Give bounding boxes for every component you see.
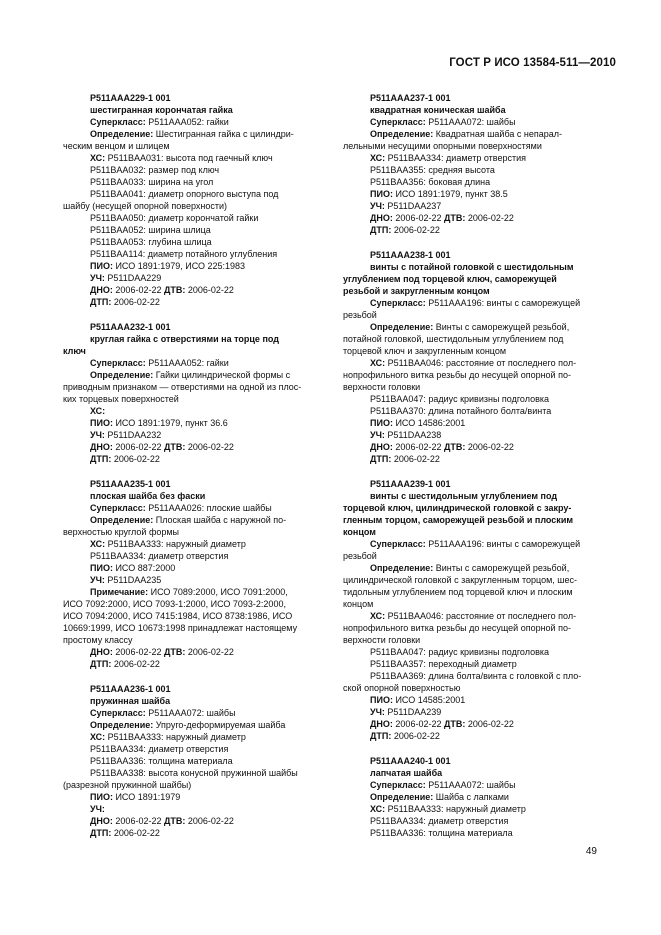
property-line: P511BAA334: диаметр отверстия <box>370 816 509 826</box>
note-cont: ИСО 7092:2000, ИСО 7093-1:2000, ИСО 7093-2:2000, <box>63 599 286 609</box>
dtp-line: ДТП: 2006-02-22 <box>370 731 440 741</box>
definition-line: Определение: Упруго-деформируемая шайба <box>90 720 286 730</box>
superclass-line: Суперкласс: P511AAA052: гайки <box>90 117 229 127</box>
property-cont: нопрофильного витка резьбы до несущей опорной по- <box>343 623 571 633</box>
superclass-line: Суперкласс: P511AAA196: винты с саморежущей <box>370 539 581 549</box>
entry-name-cont: углублением под торцевой ключ, саморежущей <box>343 274 557 284</box>
dtp-line: ДТП: 2006-02-22 <box>370 225 440 235</box>
entry-p511aaa229 <box>63 92 308 308</box>
definition-cont: цилиндрической головкой с закругленным торцом, шес- <box>343 575 577 585</box>
property-line: P511BAA052: ширина шлица <box>90 225 211 235</box>
uch-line: УЧ: P511DAA237 <box>370 201 442 211</box>
property-cont: верхности головки <box>343 382 421 392</box>
dtp-line: ДТП: 2006-02-22 <box>90 659 160 669</box>
property-line: ХС: P511BAA046: расстояние от последнего пол- <box>370 611 577 621</box>
pio-line: ПИО: ИСО 14586:2001 <box>370 418 466 428</box>
superclass-line: Суперкласс: P511AAA026: плоские шайбы <box>90 503 272 513</box>
uch-line: УЧ: P511DAA232 <box>90 430 162 440</box>
entry-code: P511AAA235-1 001 <box>90 479 171 489</box>
definition-cont: лельными несущими опорными поверхностями <box>343 141 542 151</box>
property-line: ХС: P511BAA333: наружный диаметр <box>370 804 526 814</box>
page-number: 49 <box>585 846 597 857</box>
definition-cont: приводным признаком — отверстиями на одной из плос- <box>63 382 302 392</box>
property-label: ХС: <box>90 406 106 416</box>
entry-name-cont: резьбой и закругленным концом <box>343 286 490 296</box>
pio-line: ПИО: ИСО 887:2000 <box>90 563 176 573</box>
superclass-line: Суперкласс: P511AAA072: шайбы <box>370 117 516 127</box>
definition-line: Определение: Винты с саморежущей резьбой, <box>370 563 570 573</box>
note-cont: 10669:1999, ИСО 10673:1998 принадлежат настоящему <box>63 623 298 633</box>
uch-line: УЧ: P511DAA238 <box>370 430 442 440</box>
property-line: ХС: P511BAA334: диаметр отверстия <box>370 153 526 163</box>
definition-line: Определение: Шайба с лапками <box>370 792 509 802</box>
entry-code: P511AAA239-1 001 <box>370 479 451 489</box>
definition-line: Определение: Шестигранная гайка с цилиндри- <box>90 129 294 139</box>
property-line: P511BAA053: глубина шлица <box>90 237 212 247</box>
entry-name: винты с шестидольным углублением под <box>370 491 558 501</box>
definition-cont: концом <box>343 599 374 609</box>
entry-code: P511AAA240-1 001 <box>370 756 451 766</box>
dates-line: ДНО: 2006-02-22 ДТВ: 2006-02-22 <box>370 719 514 729</box>
dtp-line: ДТП: 2006-02-22 <box>90 828 160 838</box>
entry-name: лапчатая шайба <box>370 768 443 778</box>
property-line: P511BAA050: диаметр корончатой гайки <box>90 213 259 223</box>
property-line: P511BAA047: радиус кривизны подголовка <box>370 394 550 404</box>
dtp-line: ДТП: 2006-02-22 <box>370 454 440 464</box>
entry-code: P511AAA229-1 001 <box>90 93 171 103</box>
entry-name: шестигранная корончатая гайка <box>90 105 233 115</box>
property-line: P511BAA355: средняя высота <box>370 165 495 175</box>
entry-p511aaa238 <box>343 249 588 465</box>
note-cont: ИСО 7094:2000, ИСО 7415:1984, ИСО 8738:1986, ИСО <box>63 611 293 621</box>
dtp-line: ДТП: 2006-02-22 <box>90 297 160 307</box>
entry-p511aaa235 <box>63 478 308 670</box>
property-line: P511BAA369: длина болта/винта с головкой с пло- <box>370 671 582 681</box>
pio-line: ПИО: ИСО 1891:1979, пункт 36.6 <box>90 418 228 428</box>
note-cont: простому классу <box>63 635 133 645</box>
superclass-line: Суперкласс: P511AAA072: шайбы <box>90 708 236 718</box>
property-line: P511BAA357: переходный диаметр <box>370 659 517 669</box>
superclass-line: Суперкласс: P511AAA052: гайки <box>90 358 229 368</box>
property-line: P511BAA370: длина потайного болта/винта <box>370 406 552 416</box>
superclass-cont: резьбой <box>343 551 377 561</box>
uch-line: УЧ: <box>90 804 105 814</box>
definition-cont: верхностью круглой формы <box>63 527 180 537</box>
dates-line: ДНО: 2006-02-22 ДТВ: 2006-02-22 <box>370 442 514 452</box>
definition-cont: ких торцевых поверхностей <box>63 394 179 404</box>
entry-name: плоская шайба без фаски <box>90 491 206 501</box>
entry-code: P511AAA236-1 001 <box>90 684 171 694</box>
right-column <box>343 92 588 852</box>
property-line: P511BAA336: толщина материала <box>370 828 513 838</box>
property-line: P511BAA114: диаметр потайного углубления <box>90 249 278 259</box>
property-cont: нопрофильного витка резьбы до несущей опорной по- <box>343 370 571 380</box>
definition-line: Определение: Плоская шайба с наружной по- <box>90 515 287 525</box>
entry-name: квадратная коническая шайба <box>370 105 506 115</box>
entry-code: P511AAA232-1 001 <box>90 322 171 332</box>
entry-p511aaa232 <box>63 321 308 465</box>
entry-name-cont: концом <box>343 527 376 537</box>
definition-cont: торцевой ключ и закругленным концом <box>343 346 507 356</box>
left-column <box>63 92 308 852</box>
property-line: ХС: P511BAA046: расстояние от последнего пол- <box>370 358 577 368</box>
definition-cont: ческим венцом и шлицем <box>63 141 170 151</box>
superclass-line: Суперкласс: P511AAA196: винты с саморежущей <box>370 298 581 308</box>
entry-p511aaa240 <box>343 755 588 839</box>
property-cont: ской опорной поверхностью <box>343 683 461 693</box>
document-code-header: ГОСТ Р ИСО 13584-511—2010 <box>449 57 616 69</box>
entry-code: P511AAA238-1 001 <box>370 250 451 260</box>
definition-line: Определение: Винты с саморежущей резьбой, <box>370 322 570 332</box>
uch-line: УЧ: P511DAA229 <box>90 273 162 283</box>
property-line: P511BAA356: боковая длина <box>370 177 491 187</box>
uch-line: УЧ: P511DAA235 <box>90 575 162 585</box>
definition-line: Определение: Квадратная шайба с непарал- <box>370 129 563 139</box>
dates-line: ДНО: 2006-02-22 ДТВ: 2006-02-22 <box>90 647 234 657</box>
entry-p511aaa237 <box>343 92 588 236</box>
dates-line: ДНО: 2006-02-22 ДТВ: 2006-02-22 <box>90 285 234 295</box>
property-cont: верхности головки <box>343 635 421 645</box>
dates-line: ДНО: 2006-02-22 ДТВ: 2006-02-22 <box>90 816 234 826</box>
entry-name: круглая гайка с отверстиями на торце под <box>90 334 279 344</box>
property-line: ХС: P511BAA333: наружный диаметр <box>90 539 246 549</box>
entry-name-cont: ключ <box>63 346 86 356</box>
superclass-cont: резьбой <box>343 310 377 320</box>
note-line: Примечание: ИСО 7089:2000, ИСО 7091:2000, <box>90 587 288 597</box>
definition-line: Определение: Гайки цилиндрической формы с <box>90 370 291 380</box>
pio-line: ПИО: ИСО 1891:1979, пункт 38.5 <box>370 189 508 199</box>
property-line: P511BAA041: диаметр опорного выступа под <box>90 189 279 199</box>
dates-line: ДНО: 2006-02-22 ДТВ: 2006-02-22 <box>370 213 514 223</box>
uch-line: УЧ: P511DAA239 <box>370 707 442 717</box>
dtp-line: ДТП: 2006-02-22 <box>90 454 160 464</box>
property-cont: шайбу (несущей опорной поверхности) <box>63 201 228 211</box>
property-line: P511BAA334: диаметр отверстия <box>90 551 229 561</box>
entry-name: пружинная шайба <box>90 696 171 706</box>
entry-p511aaa239 <box>343 478 588 742</box>
entry-code: P511AAA237-1 001 <box>370 93 451 103</box>
pio-line: ПИО: ИСО 14585:2001 <box>370 695 466 705</box>
entry-name-cont: торцевой ключ, цилиндрической головкой с закру- <box>343 503 572 513</box>
property-line: P511BAA033: ширина на угол <box>90 177 214 187</box>
property-line: P511BAA047: радиус кривизны подголовка <box>370 647 550 657</box>
property-line: P511BAA032: размер под ключ <box>90 165 220 175</box>
property-cont: (разрезной пружинной шайбы) <box>63 780 192 790</box>
entry-p511aaa236 <box>63 683 308 839</box>
superclass-line: Суперкласс: P511AAA072: шайбы <box>370 780 516 790</box>
property-line: ХС: P511BAA333: наружный диаметр <box>90 732 246 742</box>
dates-line: ДНО: 2006-02-22 ДТВ: 2006-02-22 <box>90 442 234 452</box>
property-line: P511BAA338: высота конусной пружинной шайбы <box>90 768 298 778</box>
property-line: P511BAA336: толщина материала <box>90 756 233 766</box>
definition-cont: тидольным углублением под торцевой ключ и плоским <box>343 587 573 597</box>
entry-name: винты с потайной головкой с шестидольным <box>370 262 574 272</box>
entry-name-cont: гленным торцом, саморежущей резьбой и плоским <box>343 515 574 525</box>
property-line: ХС: P511BAA031: высота под гаечный ключ <box>90 153 273 163</box>
definition-cont: потайной головкой, шестидольным углублением под <box>343 334 564 344</box>
pio-line: ПИО: ИСО 1891:1979 <box>90 792 181 802</box>
pio-line: ПИО: ИСО 1891:1979, ИСО 225:1983 <box>90 261 246 271</box>
property-line: P511BAA334: диаметр отверстия <box>90 744 229 754</box>
